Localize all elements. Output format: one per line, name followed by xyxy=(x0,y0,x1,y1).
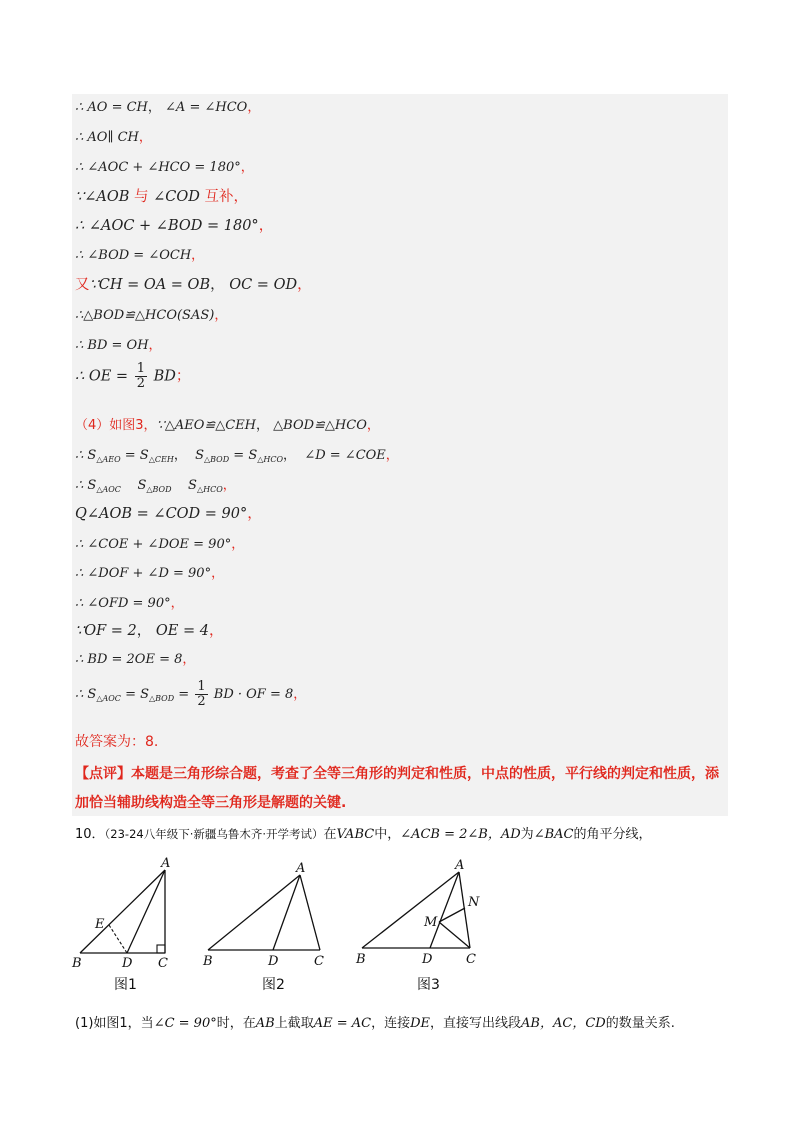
solution-line-5: ∴ ∠AOC + ∠BOD = 180°， xyxy=(75,218,274,234)
solution-line-3: ∴ ∠AOC + ∠HCO = 180°， xyxy=(75,160,254,175)
solution-line-15: ∴ ∠COE + ∠DOE = 90°， xyxy=(75,537,245,552)
fig2-label-a: A xyxy=(296,861,306,876)
figure-2-caption: 图2 xyxy=(262,977,285,993)
fig3-label-m: M xyxy=(424,915,438,930)
fig1-side-ab xyxy=(80,870,165,953)
fig1-label-e: E xyxy=(95,917,105,932)
fig3-segment-mc xyxy=(439,922,470,948)
solution-line-11: （4）如图3，∵△AEO≌△CEH， △BOD≌△HCO， xyxy=(75,418,380,433)
fig1-label-d: D xyxy=(122,956,133,971)
solution-line-9: ∴ BD = OH， xyxy=(75,338,162,353)
fig1-right-angle-mark xyxy=(157,945,165,953)
figure-2 xyxy=(202,861,324,969)
solution-line-18: ∵OF = 2， OE = 4， xyxy=(75,623,224,639)
figure-3 xyxy=(355,858,480,967)
fig3-label-n: N xyxy=(468,895,480,910)
fig1-bisector-ad xyxy=(127,870,165,953)
solution-line-20: ∴ $S_{\triangle AOC} = S_{\triangle BOD}$ = $\frac{1}{2}$ BD · OF = 8， xyxy=(75,679,307,709)
fraction-half: $\frac{1}{2}$ xyxy=(136,361,145,391)
fig3-label-c: C xyxy=(466,952,476,967)
solution-line-19: ∴ BD = 2OE = 8， xyxy=(75,652,196,667)
fig3-label-a: A xyxy=(455,858,465,873)
solution-line-12: ∴ $S_{\triangle AEO} = S_{\triangle CEH}$， $S_{\triangle BOD} = S_{\triangle HCO}$， ∠D = ∠COE， xyxy=(75,448,399,464)
solution-line-13: ∴ $S_{\triangle AOC}$ $S_{\triangle BOD}$ $S_{\triangle HCO}$， xyxy=(75,478,236,494)
answer-statement: 故答案为：8. xyxy=(75,734,159,750)
fig2-side-ac xyxy=(300,875,320,950)
figure-3-caption: 图3 xyxy=(417,977,440,993)
solution-line-17: ∴ ∠OFD = 90°， xyxy=(75,596,184,611)
solution-line-10: ∴ OE = $\frac{1}{2}$ BD； xyxy=(75,361,191,391)
figure-1-caption: 图1 xyxy=(114,977,137,993)
fig1-label-b: B xyxy=(72,956,82,971)
fig3-label-b: B xyxy=(356,952,366,967)
solution-line-14: Q∠AOB = ∠COD = 90°， xyxy=(75,506,262,522)
fig2-label-b: B xyxy=(203,954,213,969)
fig1-segment-de xyxy=(109,925,127,953)
fig2-label-c: C xyxy=(314,954,324,969)
figures xyxy=(0,850,800,990)
subquestion-1: (1)如图1，当∠C = 90°时，在AB上截取AE = AC，连接DE，直接写出线段AB，AC，CD的数量关系. xyxy=(75,1016,675,1031)
solution-line-7: 又∵CH = OA = OB， OC = OD， xyxy=(75,277,312,293)
solution-line-16: ∴ ∠DOF + ∠D = 90°， xyxy=(75,566,225,581)
solution-line-6: ∴ ∠BOD = ∠OCH， xyxy=(75,248,205,263)
figure-1 xyxy=(71,856,170,971)
comment-line-2: 加恰当辅助线构造全等三角形是解题的关键. xyxy=(75,795,347,811)
solution-line-2: ∴ AO∥ CH， xyxy=(75,130,152,145)
fig1-label-c: C xyxy=(158,956,168,971)
fig1-label-a: A xyxy=(161,856,171,871)
comment-line-1: 【点评】本题是三角形综合题，考查了全等三角形的判定和性质，中点的性质，平行线的判定和性质，添 xyxy=(75,766,719,782)
solution-line-1: ∴ AO = CH， ∠A = ∠HCO， xyxy=(75,100,261,115)
solution-line-4: ∵∠AOB 与 ∠COD 互补， xyxy=(75,189,248,205)
fraction-half-2: $\frac{1}{2}$ xyxy=(197,679,206,709)
solution-line-8: ∴△BOD≌△HCO(SAS)， xyxy=(75,308,228,323)
question-10-stem: 10．（23-24八年级下·新疆乌鲁木齐·开学考试）在VABC中，∠ACB = 2∠B，AD为∠BAC的角平分线， xyxy=(75,827,652,842)
fig3-label-d: D xyxy=(422,952,433,967)
fig2-label-d: D xyxy=(268,954,279,969)
